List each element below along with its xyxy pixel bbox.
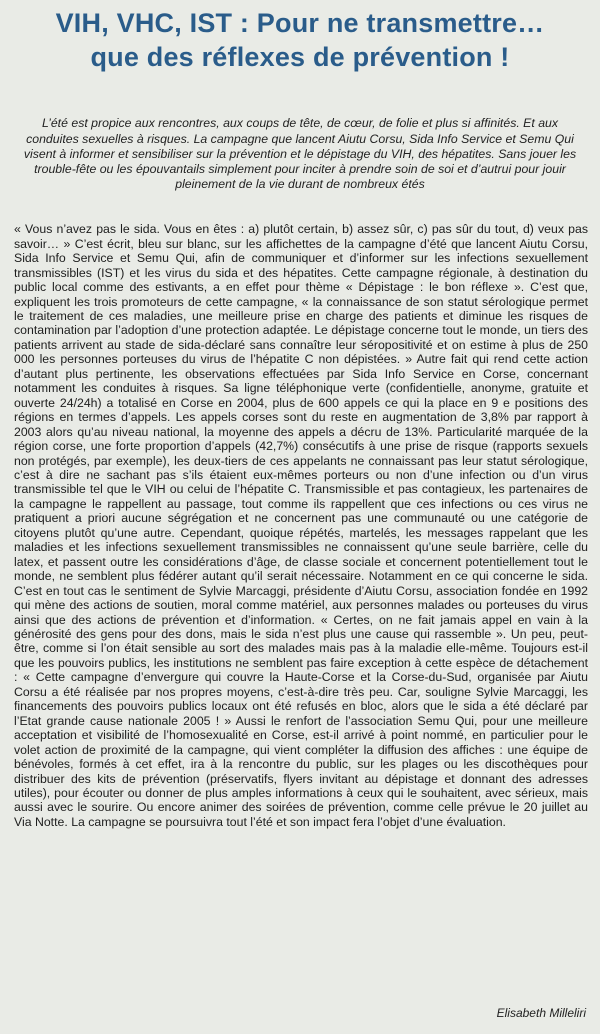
article-body: « Vous n’avez pas le sida. Vous en êtes : a) plutôt certain, b) assez sûr, c) pas sûr du tout, d) veux pas savoir… » C’est écrit, bleu sur blanc, sur les affichettes de la campagne d’été que lancent Aiutu Corsu, Sida Info Service et Semu Qui, afin de communiquer et d’informer sur les infections sexuellement transmissibles (IST) et les virus du sida et des hépatites. Cette campagne régionale, à destination du public local comme des estivants, a en effet pour thème « Dépistage : le bon réflexe ». C’est que, expliquent les trois promoteurs de cette campagne, « la connaissance de son statut sérologique permet le traitement de ces maladies, une meilleure prise en charge des patients et diminue les risques de contamination par l’adoption d’une protection adaptée. Le dépistage concerne tout le monde, un tiers des patients arrivent au stade de sida-déclaré sans connaître leur séropositivité et on estime à plus de 250 000 les personnes porteuses du virus de l’hépatite C non dépistées. » Autre fait qui rend cette action d’autant plus pertinente, les observations effectuées par Sida Info Service en Corse, concernant notamment les conduites à risques. Sa ligne téléphonique verte (confidentielle, anonyme, gratuite et ouverte 24/24h) a totalisé en Corse en 2004, plus de 600 appels ce qui la place en 9 e positions des régions en termes d’appels. Les appels corses sont du reste en augmentation de 3,8% par rapport à 2003 alors qu’au niveau national, la moyenne des appels a décru de 13%. Particularité marquée de la région corse, une forte proportion d’appels (42,7%) consécutifs à une prise de risque (rapports sexuels non protégés, par exemple), les deux-tiers de ces appelants ne connaissant pas leur statut sérologique, c’est à dire ne sachant pas s’ils étaient eux-mêmes porteurs ou non d’une infection ou d’un virus transmissible tel que le VIH ou celui de l’hépatite C. Transmissible et pas contagieux, les partenaires de la campagne le rappellent au passage, tout comme ils rappellent que ces infections ou ces virus ne pratiquent a priori aucune ségrégation et ne concernent pas une communauté ou une catégorie de citoyens plutôt qu’une autre. Cependant, quoique répétés, martelés, les messages rappelant que les maladies et les infections sexuellement transmissibles ne connaissent qu’une seule barrière, celle du latex, et passent outre les considérations d’âge, de classe sociale et concernent potentiellement tout le monde, ne semblent plus fédérer autant qu’il serait nécessaire. Notamment en ce qui concerne le sida. C’est en tout cas le sentiment de Sylvie Marcaggi, présidente d’Aiutu Corsu, association fondée en 1992 qui mène des actions de soutien, moral comme matériel, aux personnes malades ou porteuses du virus ainsi que des actions de prévention et d’information. « Certes, on ne fait jamais appel en vain à la générosité des gens pour des dons, mais le sida n’est plus une cause qui rassemble ». Un peu, peut-être, comme si l’on était sensible au sort des malades mais pas à la maladie elle-même. Toujours est-il que les pouvoirs publics, les institutions ne semblent pas faire exception à cette espèce de détachement : « Cette campagne d’envergure qui couvre la Haute-Corse et la Corse-du-Sud, organisée par Aiutu Corsu a été réalisée par nos propres moyens, c’est-à-dire très peu. Car, souligne Sylvie Marcaggi, les financements des pouvoirs publics locaux ont été refusés en bloc, alors que le sida a été déclaré par l’Etat grande cause nationale 2005 ! » Aussi le renfort de l’association Semu Qui, pour une meilleure acceptation et visibilité de l’homosexualité en Corse, est-il arrivé à point nommé, en particulier pour le volet action de proximité de la campagne, qui vient compléter la diffusion des affiches : une équipe de bénévoles, formés à cet effet, ira à la rencontre du public, sur les plages ou les discothèques pour distribuer des kits de prévention (préservatifs, flyers invitant au dépistage et donnant des adresses utiles), pour écouter ou donner de plus amples informations à ceux qui le souhaitent, avec sérieux, mais aussi avec le sourire. Ou encore animer des soirées de prévention, comme celle prévue le 20 juillet au Via Notte. La campagne se poursuivra tout l’été et son impact fera l’objet d’une évaluation. (14, 222, 588, 829)
author-signature: Elisabeth Milleliri (496, 1006, 586, 1020)
article-title (0, 6, 600, 74)
article-lead: L’été est propice aux rencontres, aux coups de tête, de cœur, de folie et plus si affinités. Et aux conduites sexuelles à risques. La campagne que lancent Aiutu Corsu, Sida Info Service et Semu Qui visent à informer et sensibiliser sur la prévention et le dépistage du VIH, des hépatites. Sans jouer les trouble-fête ou les épouvantails simplement pour inciter à prendre soin de soi et d’autrui pour jouir pleinement de la vie durant de nombreux étés (23, 116, 577, 192)
title-line-1: VIH, VHC, IST : Pour ne transmettre… (55, 8, 545, 38)
title-line-2: que des réflexes de prévention ! (90, 42, 510, 72)
